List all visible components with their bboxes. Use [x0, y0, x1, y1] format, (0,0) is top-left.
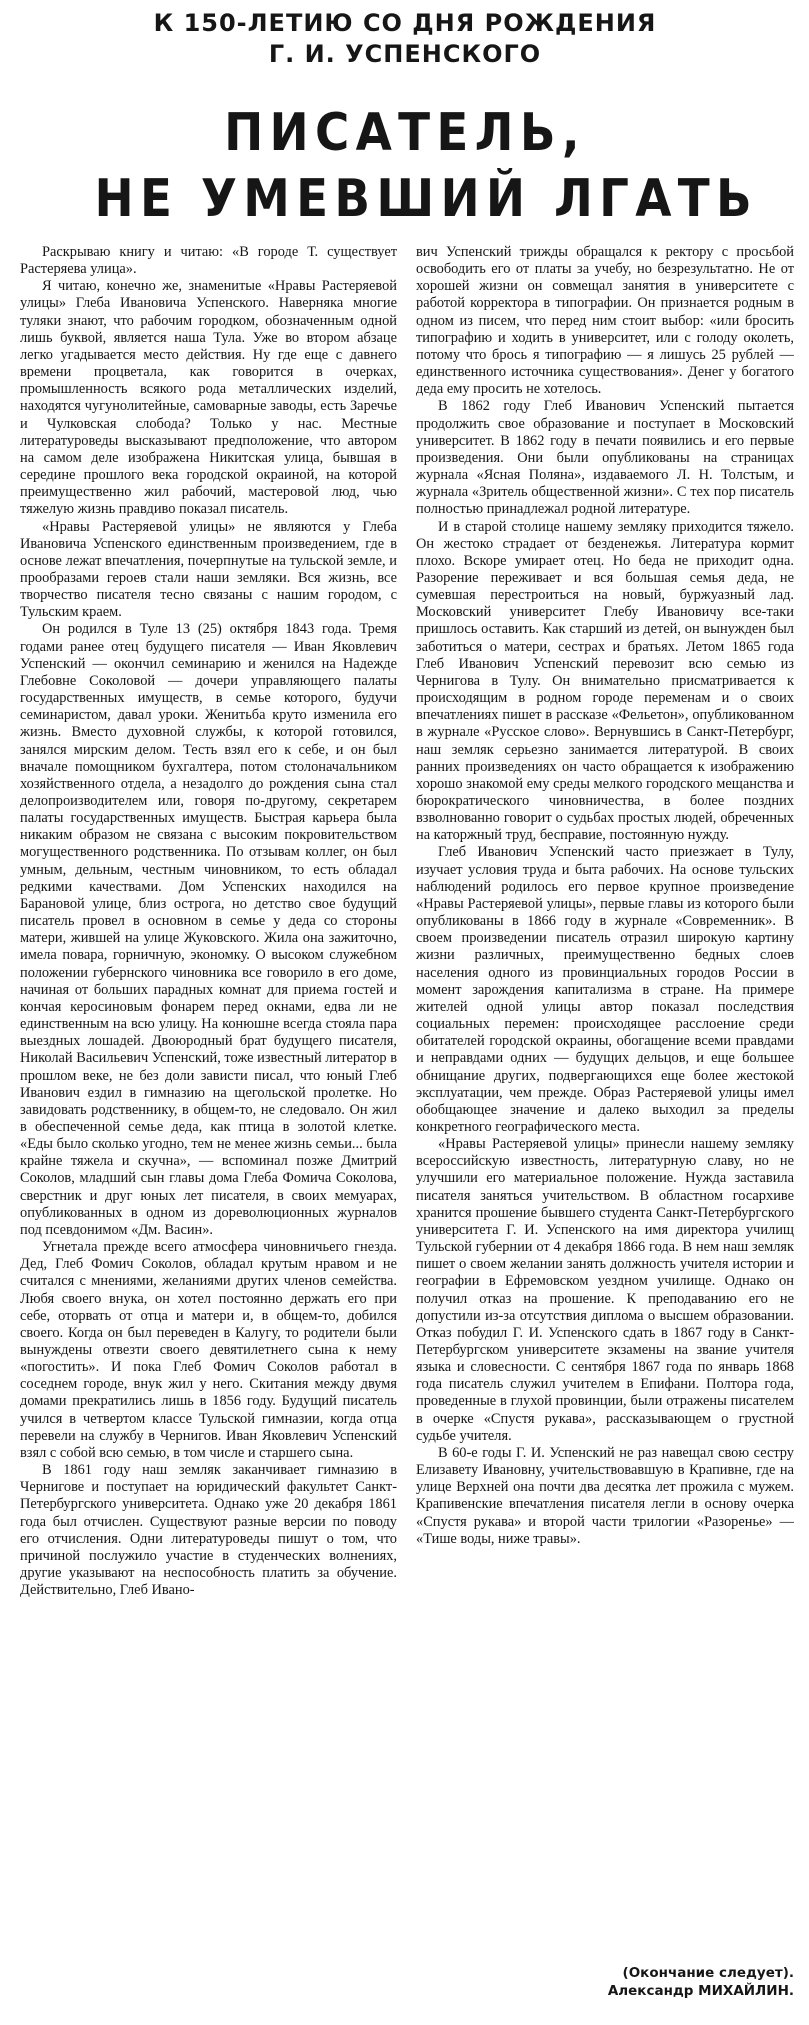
article-paragraph: Я читаю, конечно же, знаменитые «Нравы Растеряевой улицы» Глеба Ивановича Успенского. Наверняка многие туляки знают, что рабочим городком, обозначенным одной лишь буквой, является наша Тула. Уже во втором абзаце легко угадывается место действия. Ну где еще с давнего времени процветала, как говорится в очерках, промышленность всякого рода металлических изделий, находятся чугунолитейные, самоварные заводы, есть Заречье и Чулковская слобода? Только у нас. Местные литературоведы высказывают предположение, что автором на самом деле изображена Никитская улица, бывшая в середине прошлого века городской окраиной, на которой преимущественно жил рабочий, мастеровой люд, чью тяжелую жизнь правдиво показал писатель.	[20, 278, 397, 518]
article-paragraph: «Нравы Растеряевой улицы» не являются у Глеба Ивановича Успенского единственным произведением, где в основе лежат впечатления, почерпнутые на тульской земле, и прообразами героев стали наши земляки. Вся жизнь, все творчество писателя тесно связаны с нашим городом, с Тульским краем.	[20, 518, 397, 621]
article-paragraph: Угнетала прежде всего атмосфера чиновничьего гнезда. Дед, Глеб Фомич Соколов, обладал крутым нравом и не считался с мнениями, желаниями других членов семейства. Любя своего внука, он хотел постоянно держать его при себе, оторвать от отца и матери и, в общем-то, добился своего. Когда он был переведен в Калугу, то родители были вынуждены отвезти своего девятилетнего сына к нему «погостить». И пока Глеб Фомич Соколов работал в соседнем городе, внук жил у него. Скитания между двумя домами прекратились лишь в 1856 году. Будущий писатель учился в четвертом классе Тульской гимназии, когда отца перевели на службу в Чернигов. Иван Яковлевич Успенский взял с собой всю семью, в том числе и старшего сына.	[20, 1239, 397, 1461]
article-paragraph: «Нравы Растеряевой улицы» принесли нашему земляку всероссийскую известность, литературную славу, но не улучшили его материальное положение. Нужда заставила писателя заняться учительством. В областном госархиве хранится прошение бывшего студента Санкт-Петербургского университета Г. И. Успенского на имя директора училищ Тульской губернии от 4 декабря 1866 года. В нем наш земляк пишет о своем желании занять должность учителя истории и географии в Ефремовском уездном училище. Однако он получил отказ на прошение. К преподаванию его не допустили из-за отсутствия диплома о высшем образовании. Отказ побудил Г. И. Успенского сдать в 1867 году в Санкт-Петербургском университете экзамены на звание учителя языка и словесности. С сентября 1867 года по январь 1868 года писатель служил учителем в Епифани. Полтора года, проведенные в глухой провинции, были отражены писателем в очерке «Спустя рукава», рассказывающем о грустной судьбе учителя.	[416, 1136, 794, 1444]
kicker-line-1: К 150-ЛЕТИЮ СО ДНЯ РОЖДЕНИЯ	[153, 9, 657, 37]
author-signature: Александр МИХАЙЛИН.	[607, 1983, 794, 1999]
article-headline	[60, 100, 758, 232]
headline-line-2: НЕ УМЕВШИЙ ЛГАТЬ	[94, 169, 758, 229]
article-paragraph: В 1862 году Глеб Иванович Успенский пытается продолжить свое образование и поступает в Московский университет. В 1862 году в печати появились и его первые произведения. Они были опубликованы на страницах журнала «Ясная Поляна», издаваемого Л. Н. Толстым, и журнала «Зритель общественной жизни». С тех пор писатель полностью принадлежал родной литературе.	[416, 398, 794, 518]
headline-line-1: ПИСАТЕЛЬ,	[224, 103, 586, 163]
article-paragraph: В 1861 году наш земляк заканчивает гимназию в Чернигове и поступает на юридический факультет Санкт-Петербургского университета. Однако уже 20 декабря 1861 года был отчислен. Существуют разные версии по поводу его отчисления. Одни литературоведы пишут о том, что причиной послужило участие в студенческих волнениях, другие указывают на неспособность платить за обучение. Действительно, Глеб Ивано-	[20, 1462, 397, 1599]
kicker-line-2: Г. И. УСПЕНСКОГО	[268, 40, 542, 68]
article-column-right	[416, 244, 794, 2019]
article-paragraph: И в старой столице нашему земляку приходится тяжело. Он жестоко страдает от безденежья. Литература кормит плохо. Вскоре умирает отец. Но беда не приходит одна. Разорение переживает и вся большая семья деда, не сумевшая перестроиться на новый, буржуазный лад. Московский университет Глебу Ивановичу все-таки пришлось оставить. Как старший из детей, он вынужден был заботиться о матери, сестрах и братьях. Летом 1865 года Глеб Иванович Успенский перевозит всю семью из Чернигова в Тулу. Он внимательно присматривается к происходящим в родном городе переменам и о своих впечатлениях пишет в рассказе «Фельетон», опубликованном в журнале «Русское слово». Вернувшись в Санкт-Петербург, наш земляк серьезно занимается литературой. В своих ранних произведениях он часто обращается к изображению хорошо знакомой ему среды мелкого городского мещанства и бюрократического чиновничества, в более поздних взволнованно говорит о судьбах простых людей, обреченных на каторжный труд, бесправие, постоянную нужду.	[416, 518, 794, 844]
article-column-left	[20, 244, 397, 2019]
anniversary-kicker	[60, 8, 750, 70]
article-paragraph: В 60-е годы Г. И. Успенский не раз навещал свою сестру Елизавету Ивановну, учительствовавшую в Крапивне, где на улице Верхней она почти два десятка лет прожила с мужем. Крапивенские впечатления писателя легли в основу очерка «Спустя рукава» и второй части трилогии «Разоренье» — «Тише воды, ниже травы».	[416, 1444, 794, 1547]
article-paragraph: вич Успенский трижды обращался к ректору с просьбой освободить его от платы за учебу, но безрезультатно. Не от хорошей жизни он совмещал занятия в университете с работой корректора в типографии. Он признается родным в одном из писем, что перед ним стоит выбор: «или бросить типографию и ходить в университет, или с голоду околеть, потому что брось я типографию — я лишусь 25 рублей — единственного источника существования». Денег у богатого деда ему просить не хотелось.	[416, 244, 794, 398]
continuation-note: (Окончание следует).	[622, 1965, 794, 1981]
article-paragraph: Глеб Иванович Успенский часто приезжает в Тулу, изучает условия труда и быта рабочих. На основе тульских наблюдений родилось его первое крупное произведение «Нравы Растеряевой улицы», первые главы из которого были опубликованы в 1866 году в журнале «Современник». В своем произведении писатель отразил широкую картину жизни различных, преимущественно бедных слоев населения одного из провинциальных городов России в момент зарождения капитализма в стране. На примере жителей одной улицы автор показал последствия социальных перемен: происходящее расслоение среди обитателей городской окраины, обогащение всеми правдами и неправдами одних — будущих дельцов, и еще большее обнищание других, подвергающихся еще более жестокой эксплуатации, чем прежде. Образ Растеряевой улицы имел обобщающее значение и далеко выходил за пределы конкретного географического места.	[416, 844, 794, 1135]
article-paragraph: Раскрываю книгу и читаю: «В городе Т. существует Растеряева улица».	[20, 244, 397, 278]
article-paragraph: Он родился в Туле 13 (25) октября 1843 года. Тремя годами ранее отец будущего писателя — Иван Яковлевич Успенский — окончил семинарию и женился на Надежде Глебовне Соколовой — дочери управляющего палаты государственных имуществ, в семье которого, будучи семинаристом, давал уроки. Женитьба круто изменила его жизнь. Вместо духовной службы, к которой готовился, занялся мирским делом. Тесть взял его к себе, и он был вначале помощником бухгалтера, потом столоначальником хозяйственного отдела, а незадолго до рождения сына стал делопроизводителем или, говоря по-другому, секретарем палаты государственных имуществ. Быстрая карьера была никаким образом не связана с высоким покровительством могущественного родственника. По отзывам коллег, он был умным, дельным, честным чиновником, то есть обладал редкими качествами. Дом Успенских находился на Барановой улице, близ острога, но детство свое будущий писатель провел в основном в семье у деда со стороны матери, жившей на улице Жуковского. Жила она зажиточно, имела повара, горничную, экономку. О высоком служебном положении губернского чиновника все говорило в его доме, начиная от больших парадных комнат для приема гостей и кончая керосиновым фонарем перед окнами, едва ли не единственным на всю улицу. На конюшне всегда стояла пара выездных лошадей. Двоюродный брат будущего писателя, Николай Васильевич Успенский, тоже известный литератор в прошлом веке, не без доли зависти писал, что юный Глеб Иванович ездил в гимназию на щегольской пролетке. Но завидовать родственнику, в общем-то, не следовало. Он жил в обеспеченной семье деда, как птица в золотой клетке. «Еды было сколько угодно, тем не менее жизнь семьи... была крайне тяжела и скучна», — вспоминал позже Дмитрий Соколов, младший сын главы дома Глеба Фомича Соколова, сверстник и друг юных лет писателя, в своих мемуарах, опубликованных в одном из дореволюционных журналов под псевдонимом «Дм. Васин».	[20, 621, 397, 1238]
article-footer	[416, 1964, 794, 2000]
